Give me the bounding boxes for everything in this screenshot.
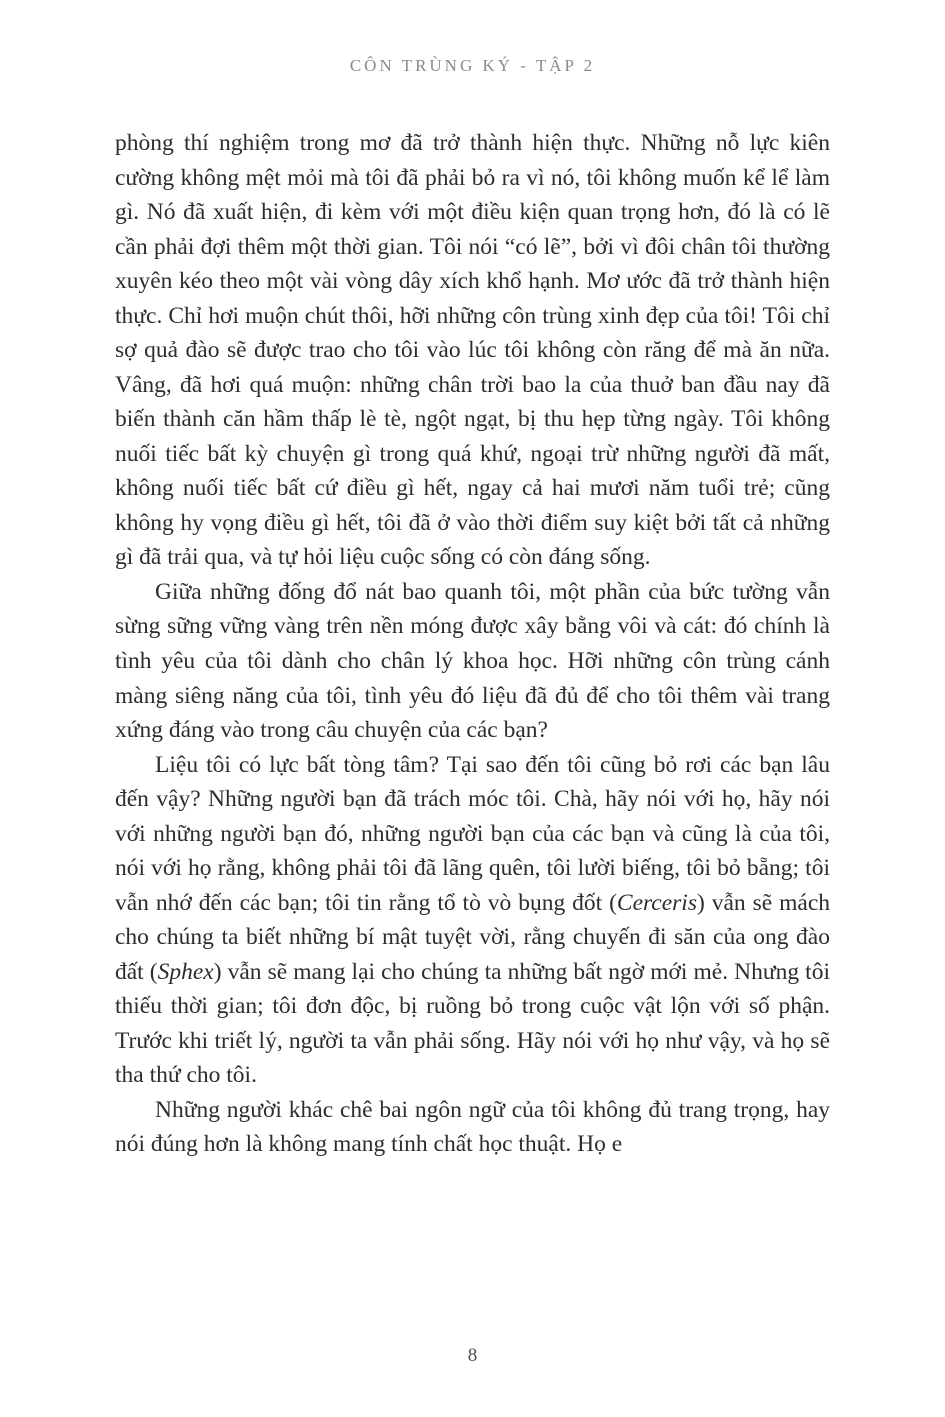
paragraph [115,748,830,1093]
running-header: CÔN TRÙNG KÝ - TẬP 2 [349,56,596,75]
text-segment: phòng thí nghiệm trong mơ đã trở thành hiện thực. Những nỗ lực kiên cường không mệt mỏi mà tôi đã phải bỏ ra vì nó, tôi không muốn kể lể làm gì. Nó đã xuất hiện, đi kèm với một điều kiện quan trọng hơn, đó là có lẽ cần phải đợi thêm một thời gian. Tôi nói “có lẽ”, bởi vì đôi chân tôi thường xuyên kéo theo một vài vòng dây xích khổ hạnh. Mơ ước đã trở thành hiện thực. Chỉ hơi muộn chút thôi, hỡi những côn trùng xinh đẹp của tôi! Tôi chỉ sợ quả đào sẽ được trao cho tôi vào lúc tôi không còn răng để mà ăn nữa. Vâng, đã hơi quá muộn: những chân trời bao la của thuở ban đầu nay đã biến thành căn hầm thấp lè tè, ngột ngạt, bị thu hẹp từng ngày. Tôi không nuối tiếc bất kỳ chuyện gì trong quá khứ, ngoại trừ những người đã mất, không nuối tiếc bất cứ điều gì hết, ngay cả hai mươi năm tuổi trẻ; cũng không hy vọng điều gì hết, tôi đã ở vào thời điểm suy kiệt bởi tất cả những gì đã trải qua, và tự hỏi liệu cuộc sống có còn đáng sống. [115,130,830,571]
page-body [115,126,830,1162]
text-segment: ) vẫn sẽ mách cho chúng ta biết những bí mật tuyệt vời, rằng chuyến đi săn của ong đào đất ( [115,889,830,985]
paragraph [115,126,830,575]
paragraph [115,1093,830,1162]
page-number: 8 [467,1345,478,1366]
text-segment: Những người khác chê bai ngôn ngữ của tôi không đủ trang trọng, hay nói đúng hơn là không mang tính chất học thuật. Họ e [115,1096,830,1158]
italic-text-segment: Sphex [157,958,214,985]
text-segment: Liệu tôi có lực bất tòng tâm? Tại sao đến tôi cũng bỏ rơi các bạn lâu đến vậy? Những người bạn đã trách móc tôi. Chà, hãy nói với họ, hãy nói với những người bạn đó, những người bạn của các bạn và cũng là của tôi, nói với họ rằng, không phải tôi đã lãng quên, tôi lười biếng, tôi bỏ bẵng; tôi vẫn nhớ đến các bạn; tôi tin rằng tổ tò vò bụng đốt ( [115,751,830,916]
text-segment: Giữa những đống đổ nát bao quanh tôi, một phần của bức tường vẫn sừng sững vững vàng trên nền móng được xây bằng vôi và cát: đó chính là tình yêu của tôi dành cho chân lý khoa học. Hỡi những côn trùng cánh màng siêng năng của tôi, tình yêu đó liệu đã đủ để cho tôi thêm vài trang xứng đáng vào trong câu chuyện của các bạn? [115,578,830,744]
paragraph [115,575,830,748]
italic-text-segment: Cerceris [616,889,697,916]
text-segment: ) vẫn sẽ mang lại cho chúng ta những bất ngờ mới mẻ. Nhưng tôi thiếu thời gian; tôi đơn độc, bị ruồng bỏ trong cuộc vật lộn với số phận. Trước khi triết lý, người ta vẫn phải sống. Hãy nói với họ như vậy, và họ sẽ tha thứ cho tôi. [115,958,830,1089]
